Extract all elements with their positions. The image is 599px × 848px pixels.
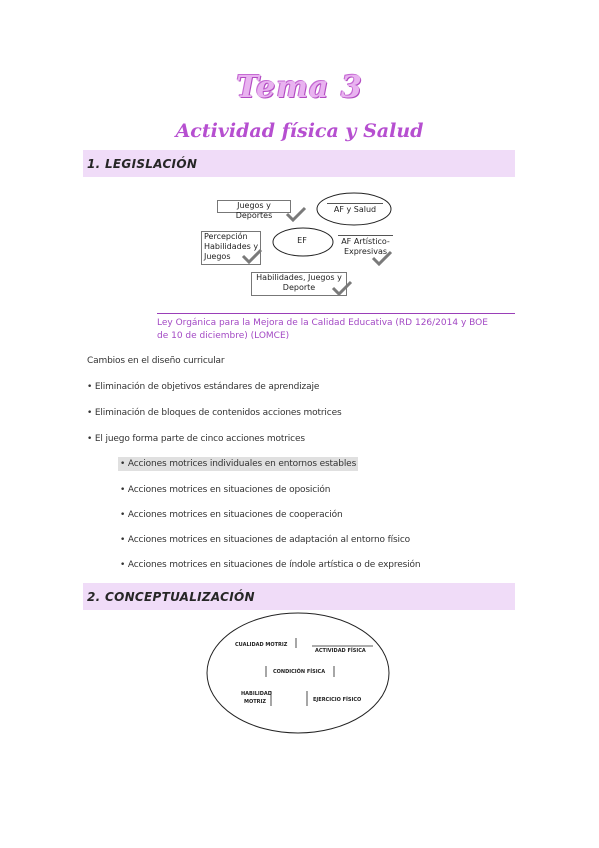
box-juegos-deportes — [217, 200, 291, 220]
af-salud-label: AF y Salud — [327, 203, 383, 214]
page-title: Tema 3 — [236, 70, 363, 105]
sub-bullet-item: • Acciones motrices individuales en entornos estables — [120, 459, 357, 469]
check-icon — [371, 250, 393, 266]
box-habilidades-label: Habilidades, Juegos y Deporte — [256, 273, 342, 292]
law-divider — [157, 313, 515, 314]
bullet-item: • El juego forma parte de cinco acciones motrices — [87, 434, 305, 444]
box-juegos-deportes-label: Juegos y Deportes — [235, 201, 273, 220]
sub-bullet-item: • Acciones motrices en situaciones de cooperación — [120, 510, 343, 520]
check-icon — [241, 248, 263, 264]
changes-heading: Cambios en el diseño curricular — [87, 356, 225, 366]
condicion-fisica-label: CONDICIÓN FÍSICA — [273, 669, 326, 675]
check-icon — [285, 206, 307, 222]
page-subtitle: Actividad física y Salud — [175, 120, 424, 142]
conceptualization-diagram — [203, 606, 393, 736]
bullet-item: • Eliminación de bloques de contenidos acciones motrices — [87, 408, 342, 418]
box-percepcion-label: Percepción Habilidades y Juegos — [204, 232, 259, 261]
ejercicio-fisico-label: EJERCICIO FÍSICO — [313, 697, 362, 703]
check-icon — [331, 280, 353, 296]
legislation-diagram — [195, 190, 405, 300]
law-text: Ley Orgánica para la Mejora de la Calidad Educativa (RD 126/2014 y BOE de 10 de diciembre) (LOMCE) — [157, 318, 488, 341]
sub-bullet-item: • Acciones motrices en situaciones de índole artística o de expresión — [120, 560, 421, 570]
sub-bullet-item: • Acciones motrices en situaciones de oposición — [120, 485, 331, 495]
ef-label: EF — [297, 236, 307, 245]
sub-bullet-item: • Acciones motrices en situaciones de adaptación al entorno físico — [120, 535, 410, 545]
section-1-title: 1. LEGISLACIÓN — [87, 157, 198, 171]
af-artistico-label: AF Artístico-Expresivas — [338, 235, 393, 257]
actividad-fisica-label: ACTIVIDAD FÍSICA — [315, 648, 366, 654]
habilidad-motriz-label: HABILIDAD MOTRIZ — [241, 691, 272, 705]
cualidad-motriz-label: CUALIDAD MOTRIZ — [235, 642, 288, 648]
section-2-title: 2. CONCEPTUALIZACIÓN — [87, 590, 255, 604]
bullet-item: • Eliminación de objetivos estándares de aprendizaje — [87, 382, 320, 392]
